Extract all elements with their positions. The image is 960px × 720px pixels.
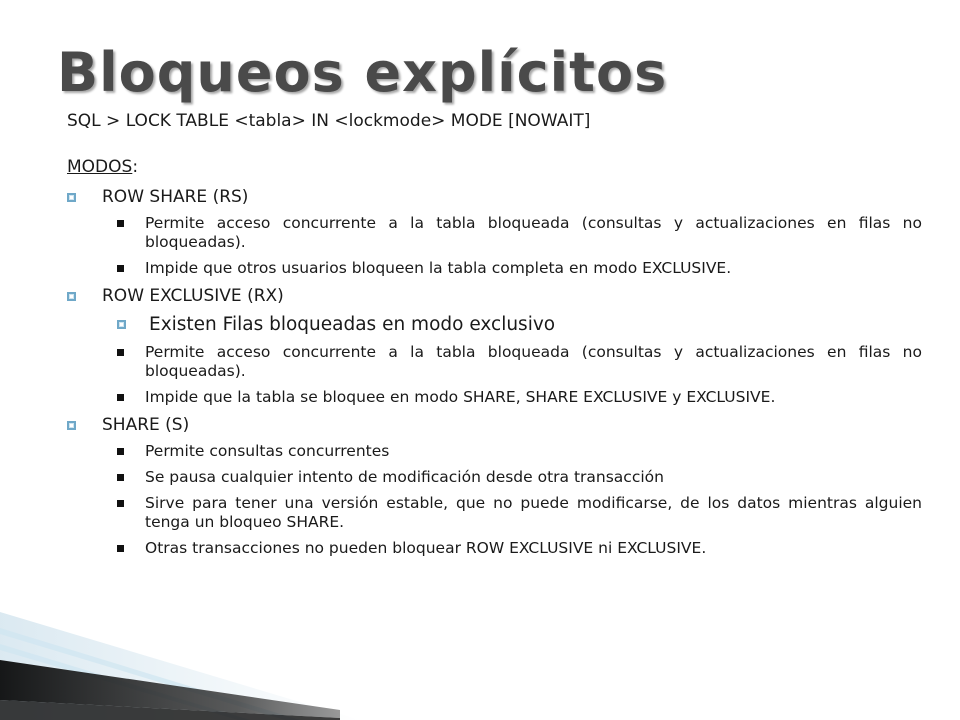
list-item-text: Permite consultas concurrentes <box>145 442 390 460</box>
mode-heading-share <box>67 414 922 436</box>
sweep-light-band <box>0 612 360 720</box>
modos-label <box>67 156 922 178</box>
mode-heading-label: SHARE (S) <box>102 415 190 435</box>
sql-syntax-line: SQL > LOCK TABLE <tabla> IN <lockmode> MODE [NOWAIT] <box>67 111 591 131</box>
list-item <box>117 468 922 487</box>
list-item-text: Otras transacciones no pueden bloquear ROW EXCLUSIVE ni EXCLUSIVE. <box>145 539 707 557</box>
list-item <box>117 259 922 278</box>
sweep-dark-edge <box>0 700 340 720</box>
list-item-text: Permite acceso concurrente a la tabla bloqueada (consultas y actualizaciones en filas no bloqueadas). <box>145 343 922 380</box>
filled-square-bullet-icon <box>117 545 124 552</box>
filled-square-bullet-icon <box>117 500 124 507</box>
hollow-square-bullet-icon <box>67 421 76 430</box>
hollow-square-bullet-icon <box>117 320 126 329</box>
list-item <box>117 343 922 381</box>
list-item <box>117 494 922 532</box>
mode-heading-row-share <box>67 186 922 208</box>
list-item-text: Se pausa cualquier intento de modificación desde otra transacción <box>145 468 664 486</box>
list-item <box>117 539 922 558</box>
mode-subheading <box>117 313 922 337</box>
list-item-text: Permite acceso concurrente a la tabla bloqueada (consultas y actualizaciones en filas no bloqueadas). <box>145 214 922 251</box>
mode-heading-label: ROW SHARE (RS) <box>102 187 249 207</box>
sweep-light-stripes <box>0 628 300 720</box>
mode-heading-label: ROW EXCLUSIVE (RX) <box>102 286 284 306</box>
sweep-dark-band <box>0 660 340 718</box>
list-item <box>117 388 922 407</box>
decorative-sweep <box>0 600 360 720</box>
filled-square-bullet-icon <box>117 394 124 401</box>
modos-colon: : <box>132 157 139 177</box>
slide-title: Bloqueos explícitos <box>57 41 668 104</box>
hollow-square-bullet-icon <box>67 193 76 202</box>
modos-word: MODOS <box>67 157 133 177</box>
mode-heading-row-exclusive <box>67 285 922 307</box>
filled-square-bullet-icon <box>117 349 124 356</box>
list-item-text: Sirve para tener una versión estable, que no puede modificarse, de los datos mientras alguien tenga un bloqueo SHARE. <box>145 494 922 531</box>
list-item-text: Impide que la tabla se bloquee en modo SHARE, SHARE EXCLUSIVE y EXCLUSIVE. <box>145 388 776 406</box>
filled-square-bullet-icon <box>117 474 124 481</box>
mode-subheading-label: Existen Filas bloqueadas en modo exclusivo <box>149 314 556 335</box>
list-item <box>117 442 922 461</box>
filled-square-bullet-icon <box>117 265 124 272</box>
filled-square-bullet-icon <box>117 220 124 227</box>
slide-body <box>67 110 922 565</box>
list-item-text: Impide que otros usuarios bloqueen la tabla completa en modo EXCLUSIVE. <box>145 259 732 277</box>
filled-square-bullet-icon <box>117 448 124 455</box>
list-item <box>117 214 922 252</box>
hollow-square-bullet-icon <box>67 292 76 301</box>
